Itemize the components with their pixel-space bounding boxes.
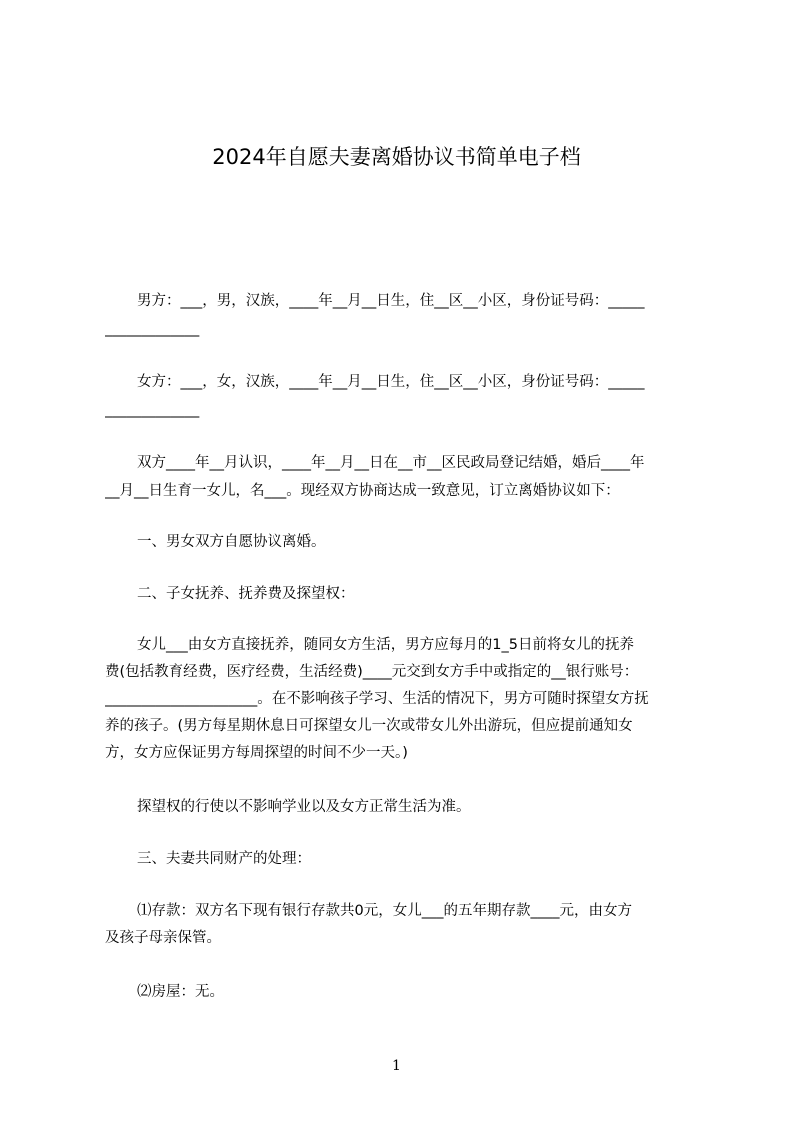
- child-custody-line-3: _____________________。在不影响孩子学习、生活的情况下，男方可随时探望女方抚: [105, 691, 649, 707]
- marriage-info-line-2: __月__日生育一女儿，名___。现经双方协商达成一致意见，订立离婚协议如下：: [105, 483, 620, 499]
- section-3-heading: 三、夫妻共同财产的处理：: [137, 851, 311, 867]
- male-party-line-1: 男方：___，男，汉族，____年__月__日生，住__区__小区，身份证号码：_____: [137, 293, 645, 309]
- female-party-line-2: _____________: [105, 402, 200, 418]
- savings-line-1: ⑴存款：双方名下现有银行存款共0元，女儿___的五年期存款____元，由女方: [137, 903, 632, 919]
- document-title: 2024年自愿夫妻离婚协议书简单电子档: [212, 145, 581, 169]
- male-party-line-2: _____________: [105, 321, 200, 337]
- child-custody-line-4: 养的孩子。(男方每星期休息日可探望女儿一次或带女儿外出游玩，但应提前通知女: [105, 718, 633, 734]
- house-line: ⑵房屋：无。: [137, 984, 224, 1000]
- section-1-heading: 一、男女双方自愿协议离婚。: [137, 534, 326, 550]
- child-custody-line-2: 费(包括教育经费，医疗经费，生活经费)____元交到女方手中或指定的__银行账号：: [105, 664, 639, 680]
- child-custody-line-1: 女儿___由女方直接抚养，随同女方生活，男方应每月的1_5日前将女儿的抚养: [137, 637, 634, 653]
- marriage-info-line-1: 双方____年__月认识，____年__月__日在__市__区民政局登记结婚，婚后____年: [137, 455, 645, 471]
- savings-line-2: 及孩子母亲保管。: [105, 930, 221, 946]
- page-number: 1: [392, 1058, 401, 1074]
- child-custody-line-5: 方，女方应保证男方每周探望的时间不少一天。): [105, 745, 408, 761]
- female-party-line-1: 女方：___，女，汉族，____年__月__日生，住__区__小区，身份证号码：_____: [137, 374, 645, 390]
- visitation-rule: 探望权的行使以不影响学业以及女方正常生活为准。: [137, 799, 471, 815]
- section-2-heading: 二、子女抚养、抚养费及探望权：: [137, 586, 355, 602]
